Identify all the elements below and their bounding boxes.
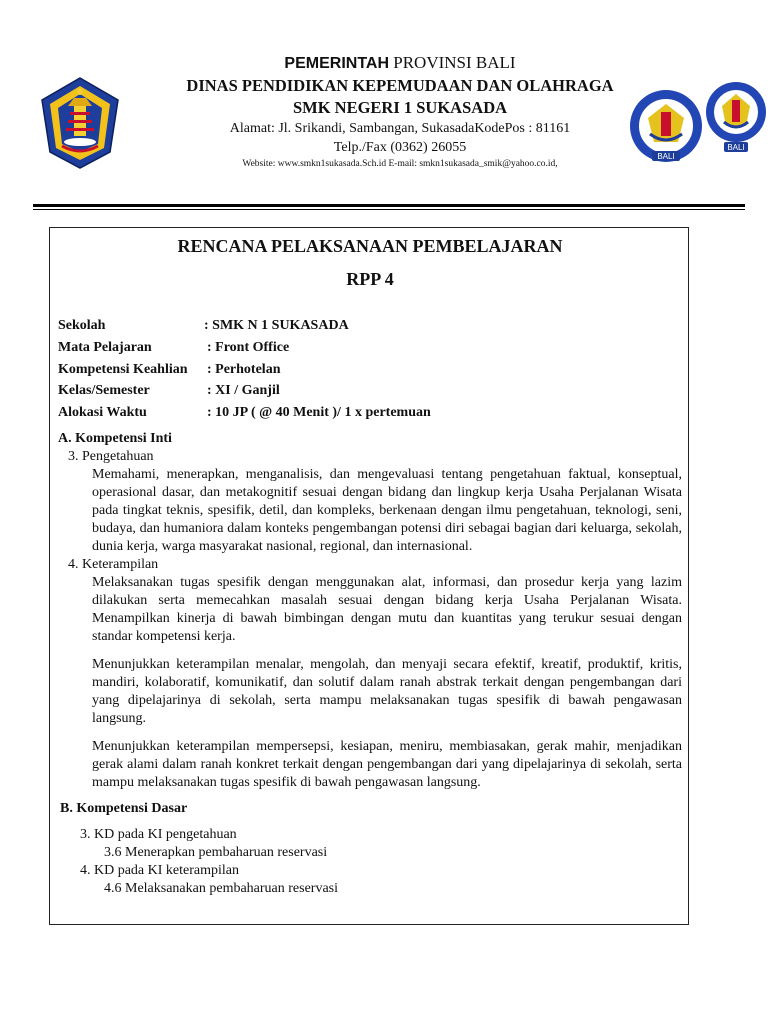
right-seal-label: BALI: [727, 143, 745, 152]
info-value: : SMK N 1 SUKASADA: [204, 318, 349, 333]
document-subtitle: RPP 4: [346, 269, 394, 289]
info-table: [58, 318, 678, 427]
info-value: : Perhotelan: [207, 361, 281, 377]
rpp-document-box: [49, 227, 689, 925]
left-seal-label: BALI: [657, 152, 675, 161]
right-seal-icon: [706, 82, 766, 152]
spacer: [58, 728, 682, 738]
info-row-school: [58, 318, 678, 340]
info-label: Kompetensi Keahlian: [58, 361, 188, 377]
phone-line: Telp./Fax (0362) 26055: [333, 140, 467, 155]
document-content: [58, 430, 682, 898]
letterhead: [0, 0, 768, 200]
info-label: Mata Pelajaran: [58, 339, 152, 355]
spacer: [58, 646, 682, 656]
bali-province-emblem-icon: [38, 76, 122, 170]
web-email-line: Website: www.smkn1sukasada.Sch.id E-mail: smkn1sukasada_smik@yahoo.co.id,: [242, 159, 558, 169]
kd-heading: B. Kompetensi Dasar: [60, 801, 188, 816]
info-row-time-allocation: [58, 405, 678, 427]
ki-item4-text3: Menunjukkan keterampilan mempersepsi, kesiapan, meniru, membiasakan, gerak mahir, menjadikan gerak alami dalam ranah konkret terkait dengan pengembangan dari yang dipelajarinya di sekolah, serta mampu melaksanakan tugas spesifik di bawah pengawasan langsung.: [92, 739, 682, 790]
info-value: : 10 JP ( @ 40 Menit )/ 1 x pertemuan: [207, 405, 431, 421]
info-label: Sekolah: [58, 318, 106, 333]
info-row-subject: [58, 340, 678, 362]
left-seal-icon: [630, 90, 702, 162]
info-row-class-semester: [58, 383, 678, 405]
ki-item4-label: 4. Keterampilan: [68, 557, 159, 572]
info-value: : Front Office: [207, 339, 290, 355]
kd-subitem-skills: 4.6 Melaksanakan pembaharuan reservasi: [104, 881, 339, 896]
ki-item3-text: Memahami, menerapkan, menganalisis, dan mengevaluasi tentang pengetahuan faktual, konseptual, operasional dasar, dan metakognitif sesuai dengan bidang dan lingkup kerja Usaha Perjalanan Wisata pada tingkat teknis, spesifik, detil, dan kompleks, berkenaan dengan ilmu pengetahuan, teknologi, seni, budaya, dan humaniora dalam konteks pengembangan potensi diri sebagai bagian dari keluarga, sekolah, dunia kerja, warga masyarakat nasional, regional, dan internasional.: [92, 467, 682, 554]
kd-item-knowledge: 3. KD pada KI pengetahuan: [80, 827, 237, 842]
kd-item-skills: 4. KD pada KI keterampilan: [80, 863, 239, 878]
kd-subitem-knowledge: 3.6 Menerapkan pembaharuan reservasi: [104, 845, 328, 860]
document-title: RENCANA PELAKSANAAN PEMBELAJARAN: [177, 236, 563, 256]
ki-item4-text2: Menunjukkan keterampilan menalar, mengolah, dan menyaji secara efektif, kreatif, produktif, kritis, mandiri, kolaboratif, komunikatif, dan solutif dalam ranah abstrak terkait dengan pengembangan dari yang dipelajarinya di sekolah, serta mampu melaksanakan tugas spesifik di bawah pengawasan langsung.: [92, 657, 682, 726]
info-value: : XI / Ganjil: [207, 383, 280, 399]
department-line: DINAS PENDIDIKAN KEPEMUDAAN DAN OLAHRAGA: [186, 76, 614, 95]
education-department-emblems-icon: [628, 72, 766, 172]
kd-list: [58, 826, 682, 898]
info-row-expertise: [58, 362, 678, 384]
school-name: SMK NEGERI 1 SUKASADA: [292, 98, 508, 117]
ki-item4-text1: Melaksanakan tugas spesifik dengan menggunakan alat, informasi, dan prosedur kerja yang lazim dilakukan serta memecahkan masalah sesuai dengan bidang kerja Usaha Perjalanan Wisata. Menampilkan kinerja di bawah bimbingan dengan mutu dan kuantitas yang terukur sesuai dengan standar kompetensi kerja.: [92, 575, 682, 644]
gov-line: [150, 52, 650, 75]
info-label: Alokasi Waktu: [58, 405, 147, 421]
info-label: Kelas/Semester: [58, 383, 150, 399]
ki-item3-label: 3. Pengetahuan: [68, 449, 154, 464]
letterhead-rule-thin: [33, 209, 745, 210]
letterhead-rule-thick: [33, 204, 745, 207]
gov-line-rest: PROVINSI BALI: [389, 53, 516, 72]
gov-line-bold: PEMERINTAH: [284, 55, 390, 72]
address-line: Alamat: Jl. Srikandi, Sambangan, SukasadaKodePos : 81161: [229, 121, 571, 136]
letterhead-text: [150, 52, 650, 171]
ki-heading: A. Kompetensi Inti: [58, 431, 172, 446]
